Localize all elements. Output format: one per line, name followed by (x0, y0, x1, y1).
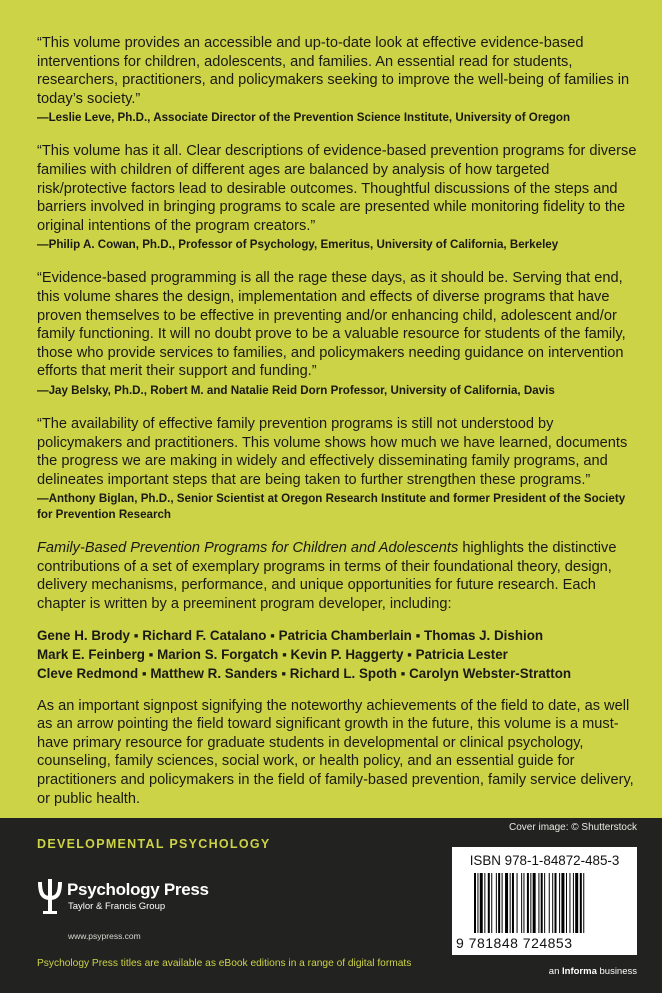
endorsement-2 (37, 142, 637, 253)
endorsement-1 (37, 34, 637, 126)
publisher-url: www.psypress.com (68, 931, 141, 941)
endorsement-quote: “The availability of effective family prevention programs is still not understood by policymakers and practitioners. This volume shows how much we have learned, documents the progress we are making in widely and effectively disseminating family programs, and delineates important steps that are being taken to further strengthen these programs.” (37, 415, 628, 488)
psi-logo-icon (37, 878, 63, 916)
endorsement-attribution: —Philip A. Cowan, Ph.D., Professor of Psychology, Emeritus, University of California, Berkeley (37, 238, 559, 252)
endorsement-attribution: —Jay Belsky, Ph.D., Robert M. and Natalie Reid Dorn Professor, University of California, Davis (37, 383, 555, 397)
book-description (37, 539, 637, 613)
barcode-panel (452, 847, 637, 955)
endorsement-quote: “Evidence-based programming is all the rage these days, as it should be. Serving that end, this volume shares the design, implementation and effects of diverse programs that have proven themselves to be effective in preventing and/or enhancing child, adolescent and/or family functioning. It will no doubt prove to be a valuable resource for students of the family, those who provide services to families, and policymakers needing guidance on intervention efforts that merit their support and funding.” (37, 270, 626, 380)
isbn-label: ISBN 978-1-84872-485-3 (469, 853, 620, 868)
contributor-line: Gene H. Brody ▪ Richard F. Catalano ▪ Patricia Chamberlain ▪ Thomas J. Dishion (37, 627, 544, 643)
cover-credit: Cover image: © Shutterstock (509, 822, 637, 833)
informa-brand: Informa (562, 966, 597, 977)
endorsement-3 (37, 269, 637, 399)
publisher-group: Taylor & Francis Group (68, 901, 166, 912)
endorsement-quote: “This volume has it all. Clear descriptions of evidence-based prevention programs for diverse families with children of different ages are balanced by analysis of how targeted risk/protective factors lead to desirable outcomes. Thoughtful discussions of the steps and barriers involved in bringing programs to scale are presented while monitoring fidelity to the original intentions of the program creators.” (37, 143, 637, 234)
endorsement-attribution: —Anthony Biglan, Ph.D., Senior Scientist at Oregon Research Institute and former President of the Society for Prevention Research (37, 492, 626, 522)
informa-tagline: an Informa business (548, 966, 637, 977)
endorsement-quote: “This volume provides an accessible and up-to-date look at effective evidence-based interventions for children, adolescents, and families. An essential read for students, researchers, practitioners, and policymakers seeking to improve the well-being of families in today’s society.” (37, 35, 630, 107)
cover-footer (0, 818, 662, 993)
endorsement-4 (37, 415, 637, 523)
barcode-digits: 9 781848 724853 (456, 935, 573, 951)
book-title: Family-Based Prevention Programs for Children and Adolescents (37, 540, 459, 557)
contributor-list (37, 626, 637, 683)
publisher-name: Psychology Press (67, 880, 209, 899)
book-description-text: highlights the distinctive contributions of a set of exemplary programs in terms of their foundational theory, design, delivery mechanisms, performance, and unique opportunities for future research. Each chapter is written by a preeminent program developer, including: (37, 540, 617, 613)
series-name: DEVELOPMENTAL PSYCHOLOGY (37, 837, 271, 851)
contributor-line: Mark E. Feinberg ▪ Marion S. Forgatch ▪ Kevin P. Haggerty ▪ Patricia Lester (37, 646, 508, 662)
endorsement-attribution: —Leslie Leve, Ph.D., Associate Director of the Prevention Science Institute, University of Oregon (37, 111, 571, 125)
ebook-note: Psychology Press titles are available as eBook editions in a range of digital formats (37, 958, 412, 969)
cover-text (37, 34, 637, 808)
contributor-line: Cleve Redmond ▪ Matthew R. Sanders ▪ Richard L. Spoth ▪ Carolyn Webster-Stratton (37, 665, 572, 681)
closing-paragraph: As an important signpost signifying the noteworthy achievements of the field to date, as well as an arrow pointing the field toward significant growth in the future, this volume is a must-have primary resource for graduate students in developmental or clinical psychology, counseling, family sciences, social work, or health policy, and an essential guide for practitioners and policymakers in the field of family-based prevention, family service delivery, or public health. (37, 697, 634, 807)
barcode-icon (474, 873, 624, 939)
